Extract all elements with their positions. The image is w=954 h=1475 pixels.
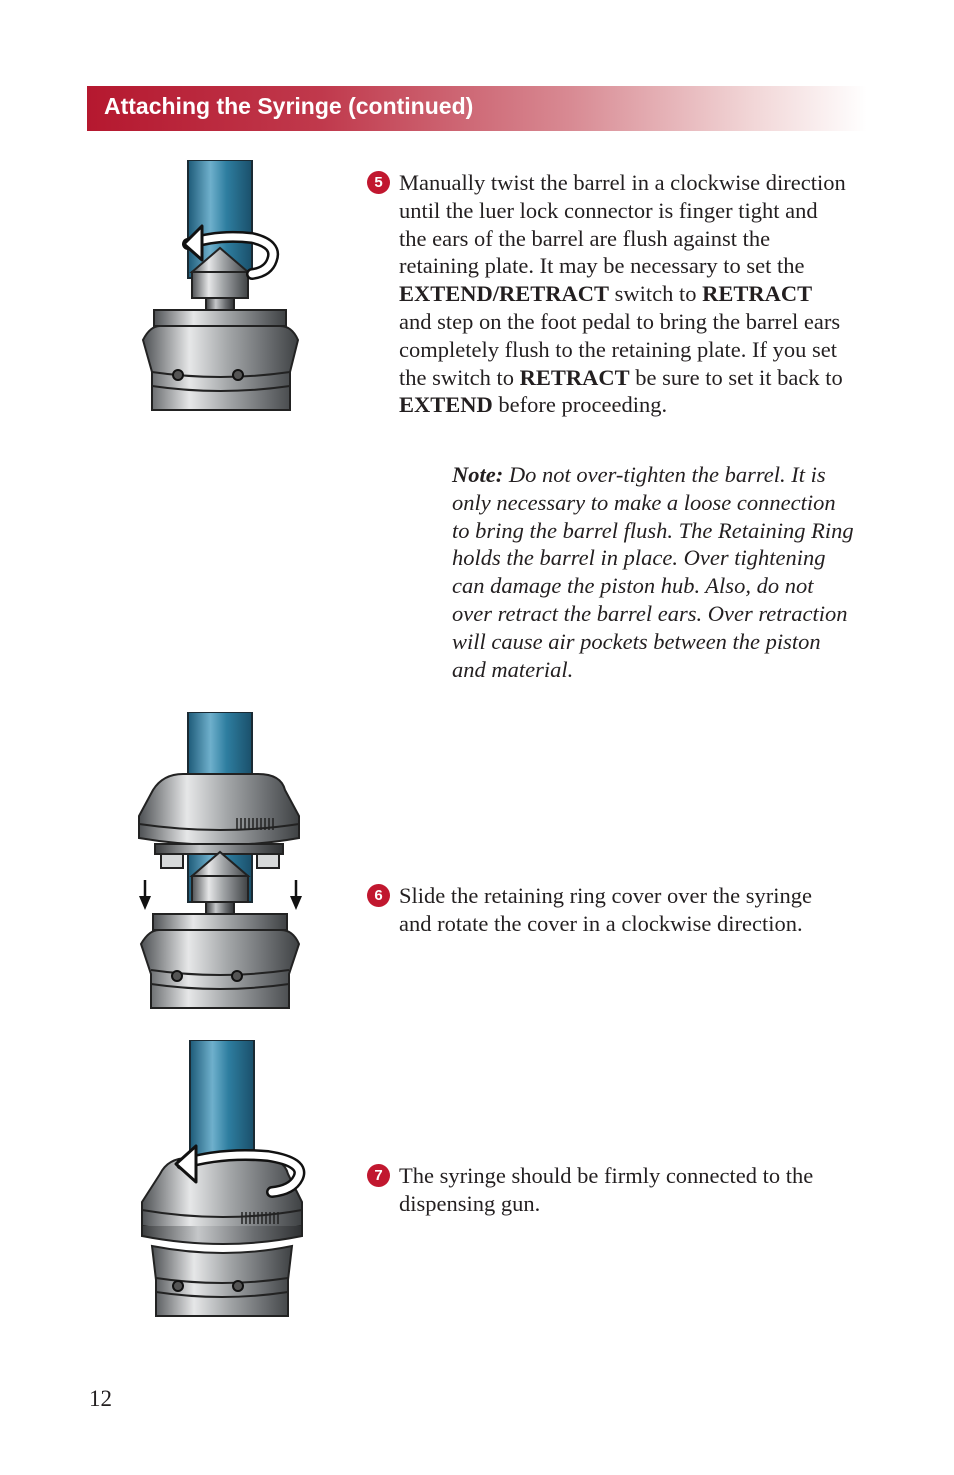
step-6 — [367, 882, 847, 938]
step-number-badge: 7 — [367, 1164, 390, 1187]
page-number: 12 — [89, 1386, 112, 1411]
note-block — [452, 461, 857, 683]
connected-syringe-illustration — [138, 1040, 313, 1320]
step-6-text: Slide the retaining ring cover over the syringe and rotate the cover in a clockwise direction. — [399, 883, 812, 936]
section-title: Attaching the Syringe (continued) — [104, 93, 474, 119]
step-number-badge: 6 — [367, 884, 390, 907]
step-5-text: Manually twist the barrel in a clockwise direction until the luer lock connector is finger tight and the ears of the barrel are flush against the retaining plate. It may be necessary to set the EXTEND/RETRACT switch to RETRACT and step on the foot pedal to bring the barrel ears completely flush to the retaining plate. If you set the switch to RETRACT be sure to set it back to EXTEND before proceeding. — [399, 170, 846, 418]
twist-barrel-illustration — [140, 160, 305, 412]
step-7 — [367, 1162, 847, 1218]
step-5 — [367, 169, 847, 419]
section-header-banner — [87, 86, 867, 131]
note-text: Do not over-tighten the barrel. It is only necessary to make a loose connection to bring the barrel flush. The Retaining Ring holds the barrel in place. Over tightening can damage the piston hub. Also, do not over retract the barrel ears. Over retraction will cause air pockets between the piston and material. — [452, 462, 854, 682]
slide-retaining-ring-illustration — [133, 712, 308, 1010]
note-label: Note: — [452, 462, 504, 487]
step-number-badge: 5 — [367, 171, 390, 194]
step-7-text: The syringe should be firmly connected to the dispensing gun. — [399, 1163, 814, 1216]
